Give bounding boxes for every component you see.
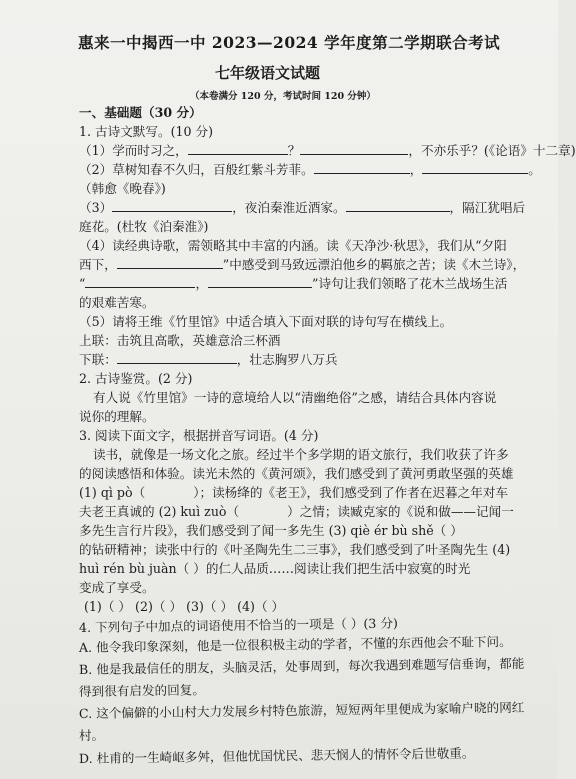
q4-option-d[interactable]: D. 杜甫的一生崎岖多舛，但他忧国忧民、悲天悯人的情怀令后世敬重。 bbox=[78, 745, 475, 766]
q4-option-c-cont: 村。 bbox=[78, 727, 105, 743]
q3-p4-b: ）之情；读臧克家的《说和做——记闻一 bbox=[287, 504, 514, 519]
answer-blank[interactable] bbox=[346, 199, 450, 212]
q1-l2-a: （2）草树知春不久归，百般红紫斗芳菲。 bbox=[79, 162, 314, 177]
exam-subtitle: 七年级语文试题 bbox=[215, 64, 321, 82]
q3-para-2: 的阅读感悟和体验。读光未然的《黄河颂》，我们感受到了黄河勇敢坚强的英雄 bbox=[79, 466, 514, 481]
answer-blank[interactable] bbox=[112, 199, 232, 212]
q3-answers[interactable]: (1)（ ） (2)（ ） (3)（ ） (4)（ ） bbox=[84, 599, 285, 614]
q3-para-7: huì rén bù juàn（ ）的仁人品质……阅读让我们把生活中寂寞的时光 bbox=[79, 561, 471, 576]
q1-stem: 1. 古诗文默写。(10 分) bbox=[79, 124, 214, 139]
q4-stem: 4. 下列句子中加点的词语使用不恰当的一项是（ ）(3 分) bbox=[78, 615, 399, 635]
q3-para-3 bbox=[79, 484, 508, 502]
q1-line-2 bbox=[79, 161, 541, 179]
q1-l1-c: ，不亦乐乎？(《论语》十二章) bbox=[408, 143, 576, 158]
q1-l8-b: ， bbox=[195, 276, 209, 291]
exam-note: （本卷满分 120 分，考试时间 120 分钟） bbox=[190, 91, 376, 102]
q1-l8-a: “ bbox=[79, 276, 86, 291]
q1-l8-c: ”诗句让我们领略了花木兰战场生活 bbox=[312, 276, 508, 291]
q3-p4-a: 夫老王真诚的 (2) kuì zuò（ bbox=[79, 504, 240, 519]
q1-l1-a: （1）学而时习之， bbox=[79, 143, 188, 158]
q4-option-c[interactable]: C. 这个偏僻的小山村大力发展乡村特色旅游，短短两年里便成为家喻户晓的网红 bbox=[78, 699, 525, 721]
q1-l4-a: （3） bbox=[79, 200, 113, 215]
q1-l7-a: 西下， bbox=[79, 257, 117, 272]
q1-line-11: 上联：击筑且高歌，英雄意洽三杯酒 bbox=[79, 333, 281, 348]
answer-blank[interactable] bbox=[117, 256, 223, 269]
q1-line-12 bbox=[79, 351, 338, 369]
q1-l12-a: 下联： bbox=[79, 352, 117, 367]
q1-line-3: （韩愈《晚春》) bbox=[79, 181, 166, 196]
q1-l2-c: 。 bbox=[528, 162, 541, 177]
q1-line-7 bbox=[79, 256, 525, 274]
q3-para-1: 读书，就像是一场文化之旅。经过半个多学期的语文旅行，我们收获了许多 bbox=[93, 447, 509, 462]
exam-title: 惠来一中揭西一中 2023—2024 学年度第二学期联合考试 bbox=[78, 33, 501, 52]
q1-l2-b: ， bbox=[409, 162, 423, 177]
q3-para-4 bbox=[79, 503, 514, 521]
answer-blank[interactable] bbox=[422, 161, 528, 174]
answer-blank[interactable] bbox=[208, 275, 312, 288]
answer-blank[interactable] bbox=[117, 351, 237, 364]
q1-l4-b: ，夜泊秦淮近酒家。 bbox=[232, 200, 346, 215]
q1-l7-b: ”中感受到马致远漂泊他乡的羁旅之苦；读《木兰诗》， bbox=[222, 257, 526, 272]
q2-stem: 2. 古诗鉴赏。(2 分) bbox=[79, 371, 193, 386]
q4-option-b[interactable]: B. 他是我最信任的朋友，头脑灵活，处事周到，每次我遇到难题写信垂询，都能 bbox=[78, 655, 525, 677]
q1-l12-b: ，壮志胸罗八万兵 bbox=[236, 352, 338, 367]
q3-stem: 3. 阅读下面文字，根据拼音写词语。(4 分) bbox=[79, 428, 319, 443]
q1-line-9: 的艰难苦寒。 bbox=[79, 295, 155, 310]
q1-line-8 bbox=[79, 275, 507, 293]
q3-para-6: 的钻研精神；读张中行的《叶圣陶先生二三事》，我们感受到了叶圣陶先生 (4) bbox=[79, 542, 511, 557]
q3-para-8: 变成了享受。 bbox=[79, 580, 155, 595]
q1-line-5: 庭花。(杜牧《泊秦淮》) bbox=[79, 219, 209, 234]
q1-line-10: （5）请将王维《竹里馆》中适合填入下面对联的诗句写在横线上。 bbox=[79, 314, 453, 329]
q3-p3-b: ）；读杨绛的《老王》，我们感受到了作者在迟暮之年对车 bbox=[193, 485, 509, 500]
q1-line-4 bbox=[79, 199, 525, 217]
q2-line-1: 有人说《竹里馆》一诗的意境给人以“清幽绝俗”之感，请结合具体内容说 bbox=[93, 390, 497, 405]
answer-blank[interactable] bbox=[300, 142, 408, 155]
q4-option-a[interactable]: A. 他令我印象深刻，他是一位很积极主动的学者，不懂的东西他会不耻下问。 bbox=[78, 633, 512, 655]
q2-line-2: 说你的理解。 bbox=[79, 409, 155, 424]
q1-line-1 bbox=[79, 142, 576, 160]
q4-option-b-cont: 得到很有启发的回复。 bbox=[78, 682, 206, 699]
answer-blank[interactable] bbox=[314, 161, 410, 174]
section-heading: 一、基础题（30 分） bbox=[79, 105, 202, 120]
q3-p3-a: (1) qì pò（ bbox=[79, 485, 146, 500]
answer-blank[interactable] bbox=[188, 142, 288, 155]
q1-l1-b: ？ bbox=[287, 143, 301, 158]
q3-para-5: 多先生言行片段》，我们感受到了闻一多先生 (3) qiè ér bù shě（ ） bbox=[79, 523, 463, 538]
q1-l4-c: ，隔江犹唱后 bbox=[449, 200, 526, 215]
answer-blank[interactable] bbox=[85, 275, 195, 288]
q1-line-6: （4）读经典诗歌，需领略其中丰富的内涵。读《天净沙·秋思》，我们从“夕阳 bbox=[79, 238, 507, 253]
